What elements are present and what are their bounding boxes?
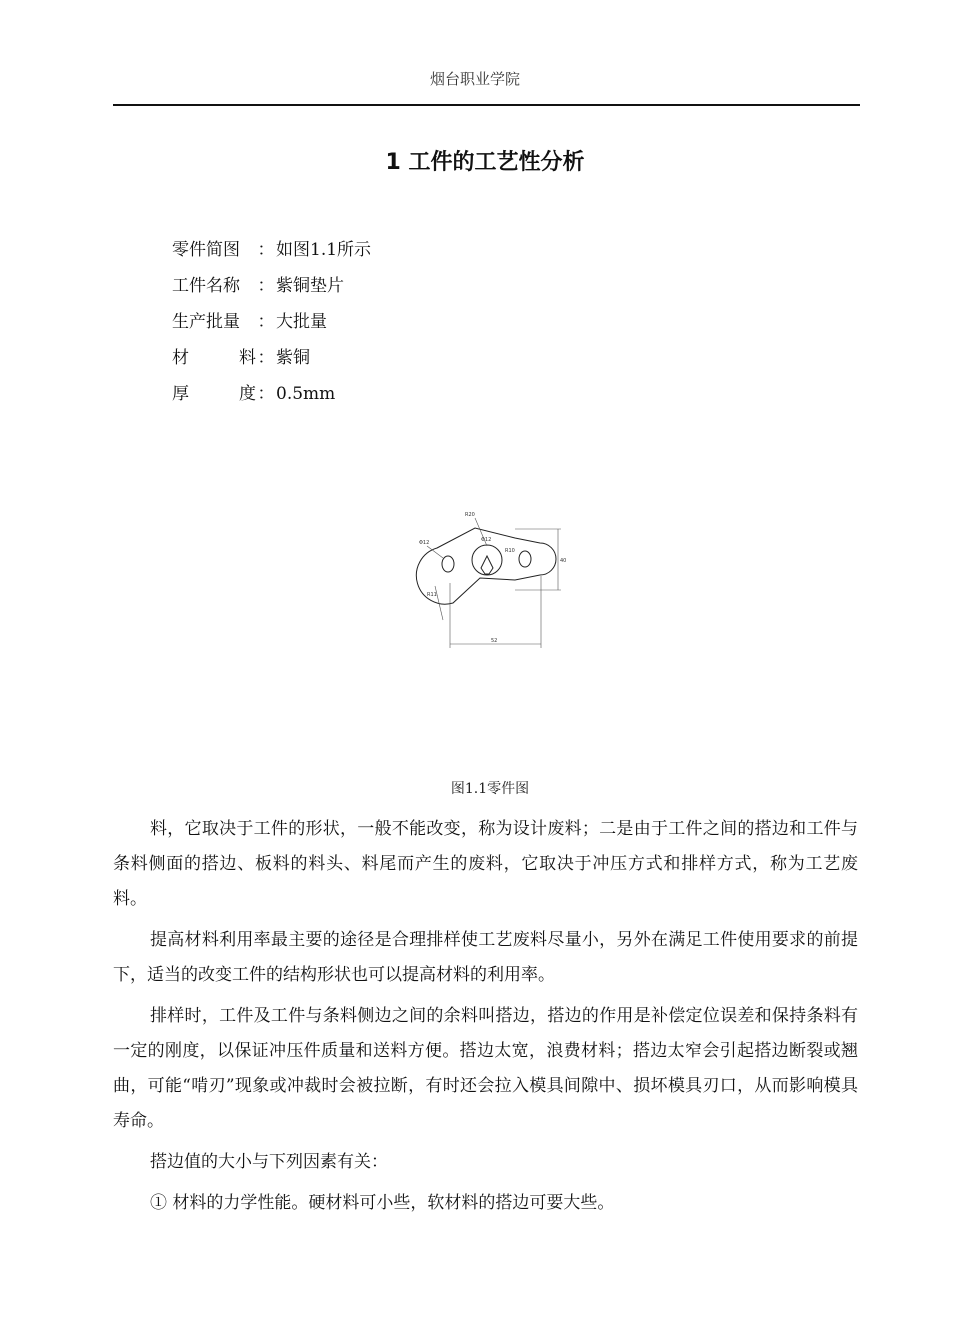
info-value: 大批量: [276, 312, 327, 332]
dim-label-d12-left: Φ12: [419, 540, 430, 546]
paragraph: 提高材料利用率最主要的途径是合理排样使工艺废料尽量小，另外在满足工件使用要求的前提下，适当的改变工件的结构形状也可以提高材料的利用率。: [113, 930, 858, 985]
part-info-list: [172, 236, 371, 416]
info-separator: ：: [257, 276, 275, 296]
dim-label-40: 40: [560, 558, 567, 564]
right-hole: [519, 551, 531, 567]
dim-label-r10: R10: [505, 548, 515, 554]
dim-label-52: 52: [491, 638, 498, 644]
dim-leader-d12: [427, 546, 443, 558]
paragraph: 搭边值的大小与下列因素有关：: [150, 1152, 388, 1172]
figure-caption: 图1.1零件图: [450, 781, 530, 797]
info-label-char: 度: [239, 384, 256, 404]
info-label: 生产批量: [172, 312, 240, 332]
info-value: 紫铜垫片: [276, 276, 344, 296]
dim-label-r20: R20: [465, 512, 475, 518]
paragraph: 料，它取决于工件的形状，一般不能改变，称为设计废料；二是由于工件之间的搭边和工件与条料侧面的搭边、板料的料头、料尾而产生的废料，它取决于冲压方式和排样方式，称为工艺废料。: [113, 819, 858, 909]
info-row-name: [172, 272, 371, 308]
info-label-char: 材: [172, 348, 189, 368]
dim-label-d12-center: Φ12: [481, 537, 492, 543]
center-hole: [472, 545, 502, 575]
info-label: [172, 380, 256, 416]
info-row-material: [172, 344, 371, 380]
info-separator: ：: [257, 312, 275, 332]
info-value: 0.5mm: [276, 384, 336, 404]
body-text: [113, 812, 858, 1227]
dim-label-r11: R11: [427, 592, 437, 598]
header-divider: [113, 104, 860, 106]
paragraph: 排样时，工件及工件与条料侧边之间的余料叫搭边，搭边的作用是补偿定位误差和保持条料有一定的刚度，以保证冲压件质量和送料方便。搭边太宽，浪费材料；搭边太窄会引起搭边断裂或翘曲，可能“啃刃”现象或冲裁时会被拉断，有时还会拉入模具间隙中、损坏模具刃口，从而影响模具寿命。: [113, 1006, 858, 1131]
info-label: 零件简图: [172, 240, 240, 260]
info-label: [172, 344, 256, 380]
part-drawing: [415, 508, 565, 653]
list-item: ① 材料的力学性能。硬材料可小些，软材料的搭边可要大些。: [150, 1193, 615, 1213]
left-hole: [442, 556, 454, 572]
key-slot: [481, 556, 493, 574]
info-row-sketch: [172, 236, 371, 272]
info-value: 紫铜: [276, 348, 310, 368]
info-row-thickness: [172, 380, 371, 416]
info-row-batch: [172, 308, 371, 344]
info-label-char: 厚: [172, 384, 189, 404]
section-title: 1 工件的工艺性分析: [385, 150, 585, 175]
info-separator: ：: [257, 348, 275, 368]
info-separator: ：: [257, 384, 275, 404]
info-label: 工件名称: [172, 276, 240, 296]
info-value: 如图1.1所示: [276, 240, 372, 260]
info-separator: ：: [257, 240, 275, 260]
page-header: 烟台职业学院: [429, 70, 520, 88]
info-label-char: 料: [239, 348, 256, 368]
